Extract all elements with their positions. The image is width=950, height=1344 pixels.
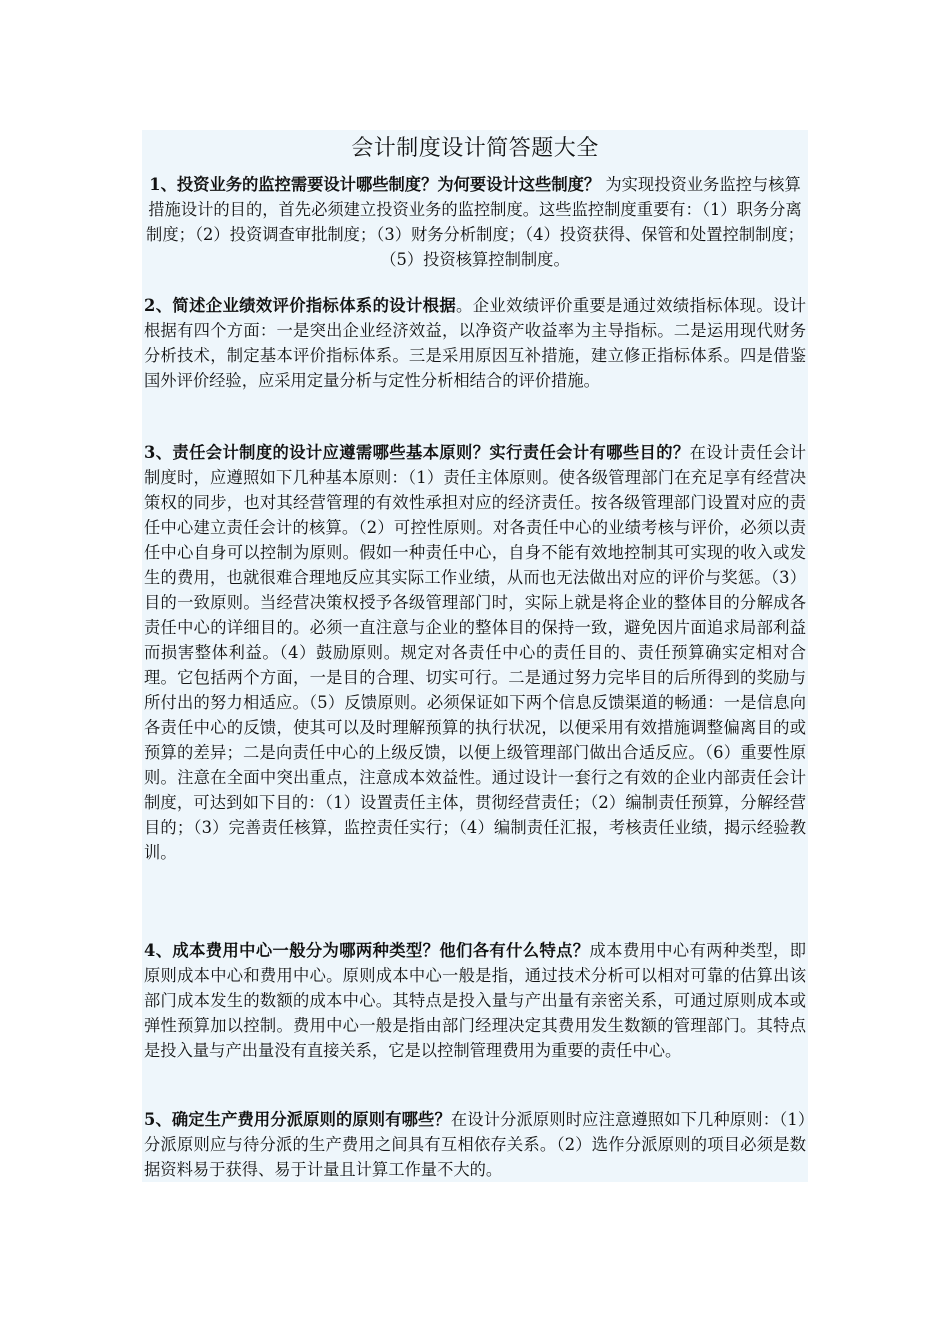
qa-item — [144, 440, 806, 865]
answer-text: 在设计分派原则时应注意遵照如下几种原则：（1）分派原则应与待分派的生产费用之间具有互相依存关系。（2）选作分派原则的项目必须是数据资料易于获得、易于计量且计算工作量不大的。 — [144, 1110, 806, 1179]
question-text: 5、确定生产费用分派原则的原则有哪些？ — [144, 1110, 451, 1129]
document-title: 会计制度设计简答题大全 — [351, 136, 599, 161]
answer-text: 在设计责任会计制度时，应遵照如下几种基本原则：（1）责任主体原则。使各级管理部门在充足享有经营决策权的同步，也对其经营管理的有效性承担对应的经济责任。按各级管理部门设置对应的责任中心建立责任会计的核算。（2）可控性原则。对各责任中心的业绩考核与评价，必须以责任中心自身可以控制为原则。假如一种责任中心，自身不能有效地控制其可实现的收入或发生的费用，也就很难合理地反应其实际工作业绩，从而也无法做出对应的评价与奖惩。（3）目的一致原则。当经营决策权授予各级管理部门时，实际上就是将企业的整体目的分解成各责任中心的详细目的。必须一直注意与企业的整体目的保持一致，避免因片面追求局部利益而损害整体利益。（4）鼓励原则。规定对各责任中心的责任目的、责任预算确实定相对合理。它包括两个方面，一是目的合理、切实可行。二是通过努力完毕目的后所得到的奖励与所付出的努力相适应。（5）反馈原则。必须保证如下两个信息反馈渠道的畅通：一是信息向各责任中心的反馈，使其可以及时理解预算的执行状况，以便采用有效措施调整偏离目的或预算的差异；二是向责任中心的上级反馈，以便上级管理部门做出合适反应。（6）重要性原则。注意在全面中突出重点，注意成本效益性。通过设计一套行之有效的企业内部责任会计制度，可达到如下目的：（1）设置责任主体，贯彻经营责任；（2）编制责任预算，分解经营目的；（3）完善责任核算，监控责任实行；（4）编制责任汇报，考核责任业绩，揭示经验教训。 — [144, 443, 806, 862]
answer-text: 成本费用中心有两种类型，即原则成本中心和费用中心。原则成本中心一般是指，通过技术分析可以相对可靠的估算出该部门成本发生的数额的成本中心。其特点是投入量与产出量有亲密关系，可通过原则成本或弹性预算加以控制。费用中心一般是指由部门经理决定其费用发生数额的管理部门。其特点是投入量与产出量没有直接关系，它是以控制管理费用为重要的责任中心。 — [144, 941, 806, 1060]
answer-text: 为实现投资业务监控与核算措施设计的目的，首先必须建立投资业务的监控制度。这些监控制度重要有：（1）职务分离制度；（2）投资调查审批制度；（3）财务分析制度；（4）投资获得、保管和处置控制制度；（5）投资核算控制制度。 — [146, 175, 804, 269]
qa-item — [144, 938, 806, 1063]
answer-text: 。企业效绩评价重要是通过效绩指标体现。设计根据有四个方面：一是突出企业经济效益，以净资产收益率为主导指标。二是运用现代财务分析技术，制定基本评价指标体系。三是采用原因互补措施，建立修正指标体系。四是借鉴国外评价经验，应采用定量分析与定性分析相结合的评价措施。 — [144, 296, 806, 390]
qa-item — [144, 172, 806, 272]
qa-item — [144, 293, 806, 393]
question-text: 3、责任会计制度的设计应遵需哪些基本原则？实行责任会计有哪些目的？ — [144, 443, 690, 462]
question-text: 4、成本费用中心一般分为哪两种类型？他们各有什么特点？ — [144, 941, 590, 960]
question-text: 2、简述企业绩效评价指标体系的设计根据 — [144, 296, 457, 315]
qa-item — [144, 1107, 806, 1182]
question-text: 1、投资业务的监控需要设计哪些制度？为何要设计这些制度？ — [149, 175, 601, 194]
